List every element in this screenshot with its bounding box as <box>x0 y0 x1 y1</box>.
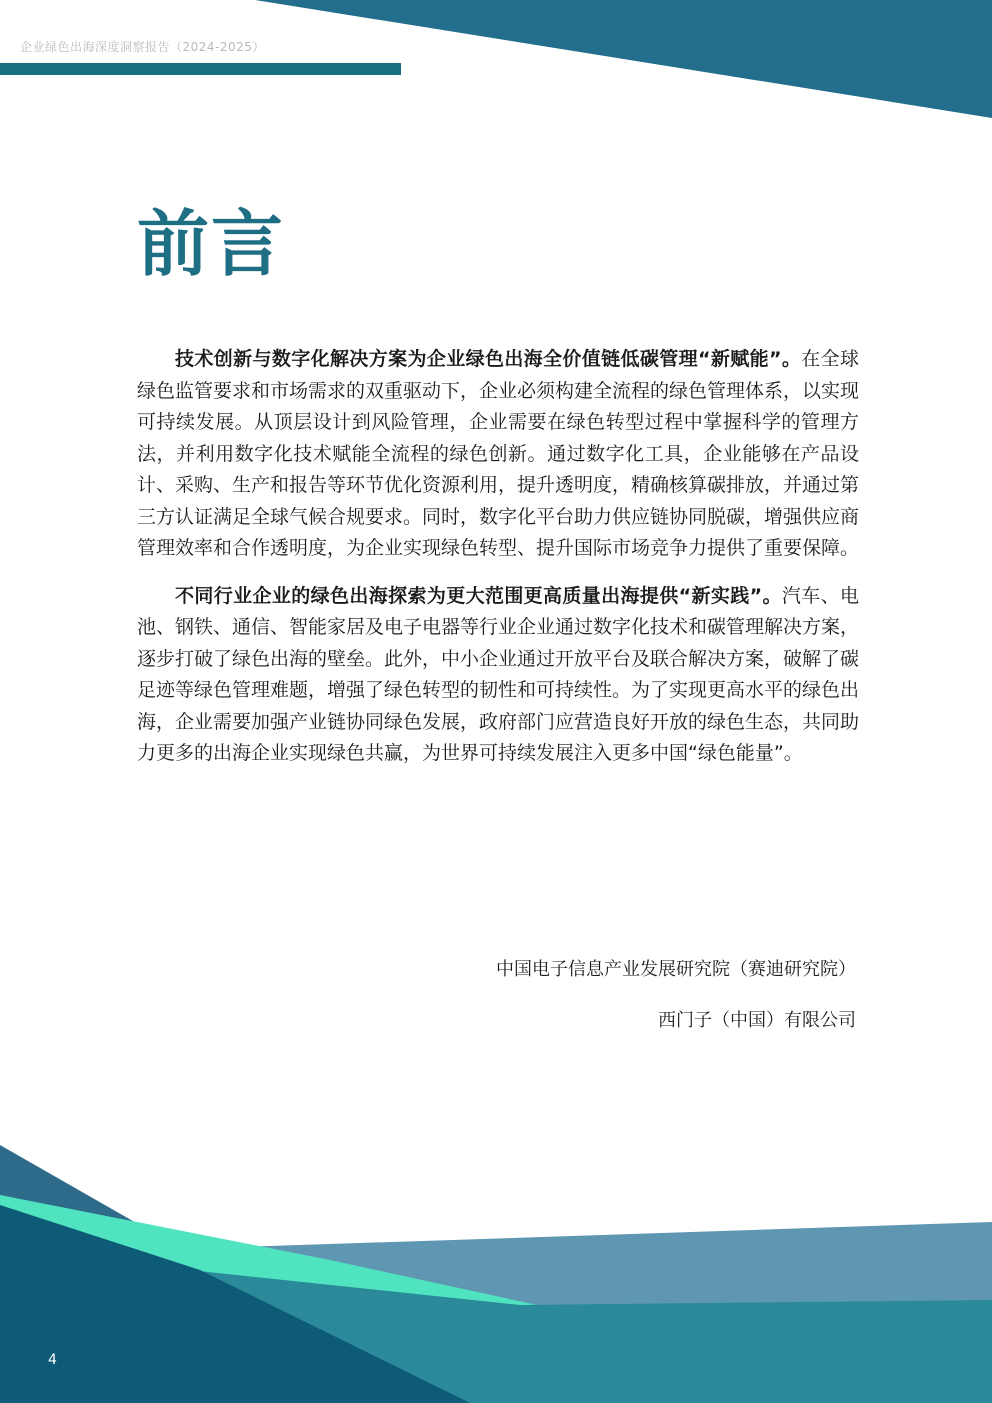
paragraph-1 <box>137 344 859 565</box>
signature-siemens: 西门子（中国）有限公司 <box>658 1010 856 1031</box>
paragraph-2-body: 汽车、电池、钢铁、通信、智能家居及电子电器等行业企业通过数字化技术和碳管理解决方案，逐步打破了绿色出海的壁垒。此外，中小企业通过开放平台及联合解决方案，破解了碳足迹等绿色管理难题，增强了绿色转型的韧性和可持续性。为了实现更高水平的绿色出海，企业需要加强产业链协同绿色发展，政府部门应营造良好开放的绿色生态，共同助力更多的出海企业实现绿色共赢，为世界可持续发展注入更多中国“绿色能量”。 <box>137 584 860 764</box>
signature-ccid: 中国电子信息产业发展研究院（赛迪研究院） <box>496 959 856 980</box>
paragraph-2-lead: 不同行业企业的绿色出海探索为更大范围更高质量出海提供“新实践”。 <box>175 584 782 607</box>
signature-block <box>496 955 856 1057</box>
header-accent-bar <box>0 63 401 75</box>
page-title: 前言 <box>137 202 286 286</box>
paragraph-1-body: 在全球绿色监管要求和市场需求的双重驱动下，企业必须构建全流程的绿色管理体系，以实现可持续发展。从顶层设计到风险管理，企业需要在绿色转型过程中掌握科学的管理方法，并利用数字化技术赋能全流程的绿色创新。通过数字化工具，企业能够在产品设计、采购、生产和报告等环节优化资源利用，提升透明度，精确核算碳排放，并通过第三方认证满足全球气候合规要求。同时，数字化平台助力供应链协同脱碳，增强供应商管理效率和合作透明度，为企业实现绿色转型、提升国际市场竞争力提供了重要保障。 <box>137 348 860 559</box>
paragraph-2 <box>137 581 859 770</box>
paragraph-1-lead: 技术创新与数字化解决方案为企业绿色出海全价值链低碳管理“新赋能”。 <box>175 348 802 370</box>
preface-body <box>137 344 859 786</box>
page-number: 4 <box>48 1352 57 1368</box>
report-header-title: 企业绿色出海深度洞察报告（2024-2025） <box>20 40 265 54</box>
top-right-ribbon <box>255 0 992 118</box>
